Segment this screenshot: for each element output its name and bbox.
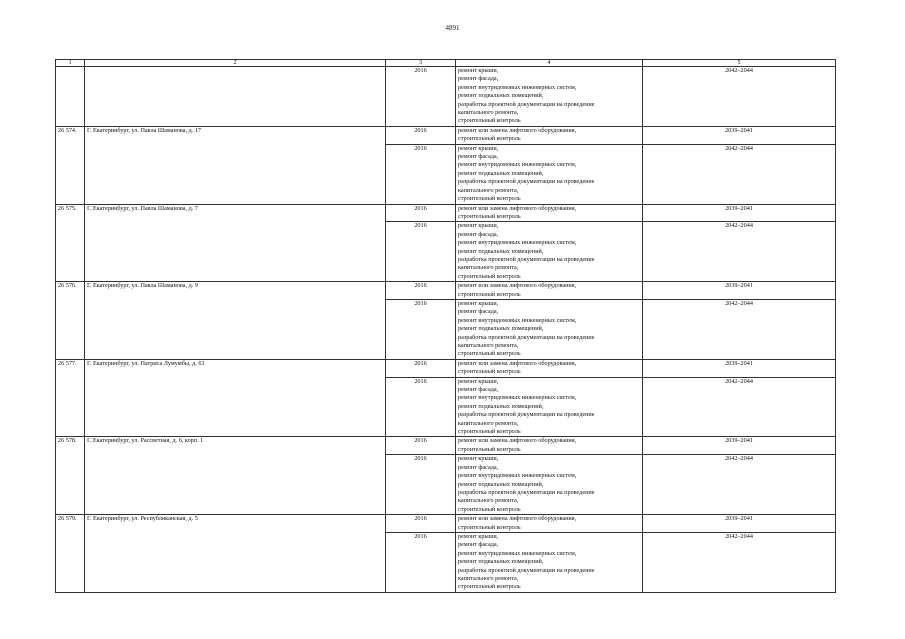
works-cell (456, 455, 643, 515)
continuation-row (56, 67, 836, 127)
work-line: строительный контроль (458, 272, 521, 280)
work-line: ремонт фасада, (458, 75, 499, 83)
work-line: ремонт подвальных помещений, (458, 402, 544, 410)
year-cell: 2016 (386, 299, 456, 359)
work-line: ремонт фасада, (458, 541, 499, 549)
year-cell: 2016 (386, 222, 456, 282)
work-line: строительный контроль (458, 195, 521, 203)
work-line: ремонт или замена лифтового оборудования, (458, 204, 577, 212)
work-line: ремонт внутридомовых инженерных систем, (458, 161, 577, 169)
works-cell (456, 222, 643, 282)
works-cell (456, 67, 643, 127)
work-line: ремонт фасада, (458, 230, 499, 238)
work-line: ремонт внутридомовых инженерных систем, (458, 239, 577, 247)
work-line: строительный контроль (458, 212, 521, 220)
year-cell: 2016 (386, 532, 456, 592)
record-number-cell: 26 574. (56, 126, 85, 204)
column-number-3: 3 (386, 60, 456, 67)
period-cell: 2039–2041 (643, 126, 836, 144)
work-line: разработка проектной документации на проведение (458, 178, 595, 186)
year-cell: 2016 (386, 437, 456, 455)
work-line: ремонт или замена лифтового оборудования, (458, 126, 577, 134)
period-cell: 2042–2044 (643, 222, 836, 282)
capital-repair-table (55, 59, 836, 593)
work-line: ремонт подвальных помещений, (458, 558, 544, 566)
work-line: ремонт или замена лифтового оборудования, (458, 359, 577, 367)
address-cell: Г. Екатеринбург, ул. Рассветная, д. 6, корп. 1 (85, 437, 386, 515)
work-line: ремонт крыши, (458, 455, 499, 463)
table-row (56, 515, 836, 533)
work-line: строительный контроль (458, 368, 521, 376)
work-line: капитального ремонта, (458, 574, 519, 582)
work-line: ремонт крыши, (458, 532, 499, 540)
works-cell (456, 282, 643, 300)
work-line: капитального ремонта, (458, 342, 519, 349)
period-cell: 2042–2044 (643, 144, 836, 204)
table-body (56, 60, 836, 593)
works-cell (456, 515, 643, 533)
work-line: ремонт внутридомовых инженерных систем, (458, 83, 577, 91)
column-number-row (56, 60, 836, 67)
work-line: строительный контроль (458, 445, 521, 453)
column-number-1: 1 (56, 60, 85, 67)
period-cell: 2039–2041 (643, 515, 836, 533)
period-cell: 2042–2044 (643, 67, 836, 127)
work-line: капитального ремонта, (458, 497, 519, 505)
period-cell: 2042–2044 (643, 377, 836, 437)
works-cell (456, 532, 643, 592)
work-line: строительный контроль (458, 428, 521, 436)
works-cell (456, 126, 643, 144)
works-cell (456, 359, 643, 377)
page-number: 4891 (445, 24, 460, 32)
work-line: ремонт фасада, (458, 386, 499, 394)
table-row (56, 126, 836, 144)
record-number-cell: 26 576. (56, 282, 85, 360)
work-line: ремонт или замена лифтового оборудования, (458, 515, 577, 523)
address-cell: Г. Екатеринбург, ул. Патриса Лумумбы, д. 63 (85, 359, 386, 437)
works-cell (456, 144, 643, 204)
period-cell: 2039–2041 (643, 437, 836, 455)
year-cell: 2016 (386, 144, 456, 204)
table-row (56, 359, 836, 377)
works-cell (456, 204, 643, 222)
work-line: разработка проектной документации на проведение (458, 488, 595, 496)
period-cell: 2042–2044 (643, 532, 836, 592)
record-number-cell: 26 575. (56, 204, 85, 282)
year-cell: 2016 (386, 126, 456, 144)
work-line: ремонт подвальных помещений, (458, 325, 544, 333)
work-line: разработка проектной документации на проведение (458, 566, 595, 574)
work-line: строительный контроль (458, 290, 521, 298)
work-line: строительный контроль (458, 505, 521, 513)
work-line: ремонт фасада, (458, 463, 499, 471)
work-line: разработка проектной документации на проведение (458, 255, 595, 263)
address-cell (85, 67, 386, 127)
work-line: ремонт крыши, (458, 299, 499, 307)
work-line: ремонт крыши, (458, 67, 499, 74)
work-line: ремонт фасада, (458, 308, 499, 316)
work-line: строительный контроль (458, 350, 521, 358)
year-cell: 2016 (386, 359, 456, 377)
table-row (56, 282, 836, 300)
work-line: ремонт подвальных помещений, (458, 480, 544, 488)
year-cell: 2016 (386, 515, 456, 533)
work-line: ремонт или замена лифтового оборудования, (458, 437, 577, 445)
work-line: ремонт внутридомовых инженерных систем, (458, 316, 577, 324)
works-cell (456, 437, 643, 455)
period-cell: 2039–2041 (643, 204, 836, 222)
work-line: строительный контроль (458, 523, 521, 531)
table-row (56, 437, 836, 455)
table-row (56, 204, 836, 222)
work-line: ремонт крыши, (458, 144, 499, 152)
year-cell: 2016 (386, 377, 456, 437)
column-number-4: 4 (456, 60, 643, 67)
work-line: разработка проектной документации на проведение (458, 411, 595, 419)
column-number-2: 2 (85, 60, 386, 67)
work-line: ремонт внутридомовых инженерных систем, (458, 549, 577, 557)
record-number-cell: 26 578. (56, 437, 85, 515)
year-cell: 2016 (386, 67, 456, 127)
work-line: разработка проектной документации на проведение (458, 333, 595, 341)
work-line: капитального ремонта, (458, 109, 519, 117)
work-line: ремонт подвальных помещений, (458, 92, 544, 100)
work-line: строительный контроль (458, 117, 521, 125)
year-cell: 2016 (386, 282, 456, 300)
works-cell (456, 299, 643, 359)
address-cell: Г. Екатеринбург, ул. Павла Шаманова, д. 7 (85, 204, 386, 282)
column-number-5: 5 (643, 60, 836, 67)
work-line: строительный контроль (458, 583, 521, 591)
address-cell: Г. Екатеринбург, ул. Республиканская, д. 5 (85, 515, 386, 593)
work-line: ремонт внутридомовых инженерных систем, (458, 472, 577, 480)
work-line: ремонт крыши, (458, 222, 499, 230)
address-cell: Г. Екатеринбург, ул. Павла Шаманова, д. 17 (85, 126, 386, 204)
work-line: капитального ремонта, (458, 419, 519, 427)
work-line: капитального ремонта, (458, 186, 519, 194)
work-line: ремонт или замена лифтового оборудования, (458, 282, 577, 290)
period-cell: 2042–2044 (643, 299, 836, 359)
work-line: разработка проектной документации на проведение (458, 100, 595, 108)
work-line: ремонт подвальных помещений, (458, 247, 544, 255)
year-cell: 2016 (386, 204, 456, 222)
record-number-cell: 26 577. (56, 359, 85, 437)
period-cell: 2039–2041 (643, 282, 836, 300)
year-cell: 2016 (386, 455, 456, 515)
work-line: капитального ремонта, (458, 264, 519, 272)
works-cell (456, 377, 643, 437)
work-line: строительный контроль (458, 135, 521, 143)
work-line: ремонт подвальных помещений, (458, 169, 544, 177)
period-cell: 2039–2041 (643, 359, 836, 377)
record-number-cell (56, 67, 85, 127)
work-line: ремонт внутридомовых инженерных систем, (458, 394, 577, 402)
address-cell: Г. Екатеринбург, ул. Павла Шаманова, д. 9 (85, 282, 386, 360)
record-number-cell: 26 579. (56, 515, 85, 593)
work-line: ремонт фасада, (458, 153, 499, 161)
period-cell: 2042–2044 (643, 455, 836, 515)
work-line: ремонт крыши, (458, 377, 499, 385)
